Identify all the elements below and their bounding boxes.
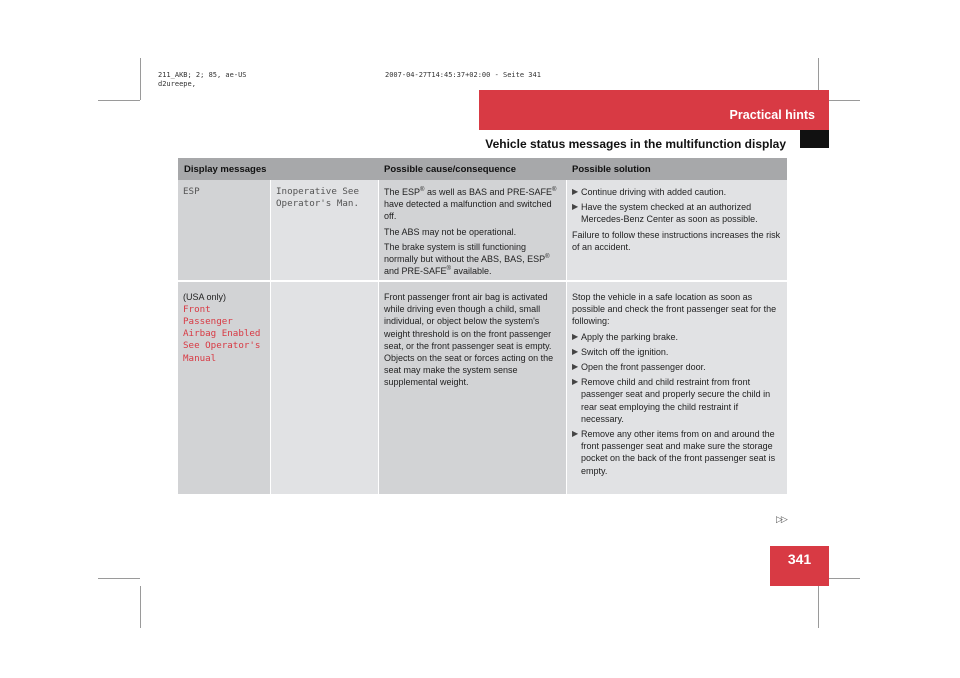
crop-mark	[98, 100, 140, 101]
arrow-bullet-icon: ▶	[572, 331, 579, 341]
table-cell	[379, 282, 566, 494]
crop-mark	[140, 586, 141, 628]
display-message-line: Operator's Man.	[276, 198, 359, 210]
arrow-bullet-icon: ▶	[572, 187, 579, 196]
header-possible-solution: Possible solution	[572, 164, 651, 175]
solution-step: ▶ Switch off the ignition.	[572, 346, 669, 357]
table-cell	[271, 180, 378, 280]
table-cell	[567, 282, 787, 494]
header-display-messages: Display messages	[184, 164, 267, 175]
solution-step: ▶ Open the front passenger door.	[572, 362, 706, 373]
table-header	[178, 158, 787, 180]
arrow-bullet-icon: ▶	[572, 377, 579, 387]
page-number-box	[770, 546, 829, 586]
section-bar	[479, 90, 829, 130]
crop-mark	[140, 58, 141, 100]
print-meta-line2: d2ureepe,	[158, 80, 196, 88]
table-cell	[567, 180, 787, 280]
cause-paragraph: The ABS may not be operational.	[384, 226, 517, 237]
display-message-line: See Operator's	[183, 340, 261, 352]
section-title: Practical hints	[729, 108, 815, 122]
cause-paragraph: The brake system is still functioning normally but without the ABS, BAS, ESP® and PRE-SAFE® available.	[384, 241, 550, 277]
solution-note: Failure to follow these instructions increases the risk of an accident.	[572, 229, 781, 252]
display-message-line: Airbag Enabled	[183, 328, 261, 340]
page-number: 341	[787, 551, 812, 567]
arrow-bullet-icon: ▶	[572, 429, 579, 439]
solution-step: ▶ Have the system checked at an authorized Mercedes-Benz Center as soon as possible.	[572, 202, 758, 225]
region-note: (USA only)	[183, 292, 227, 302]
solution-step: ▶ Remove child and child restraint from front passenger seat and properly secure the child in rear seat employing the child restraint if necessary.	[572, 377, 771, 424]
continue-arrows-icon: ▷▷	[776, 514, 786, 524]
solution-intro: Stop the vehicle in a safe location as soon as possible and check the front passenger seat for the following:	[572, 292, 777, 327]
crop-mark	[98, 578, 140, 579]
arrow-bullet-icon: ▶	[572, 362, 579, 372]
solution-step: ▶ Apply the parking brake.	[572, 331, 679, 342]
cause-paragraph: Front passenger front air bag is activated while driving even though a child, small individual, or object below the system's weight threshold is on the front passenger seat, or the front passenger seat is empty. Objects on the seat or forces acting on the seat may make the system sense supplemental weight.	[384, 292, 554, 388]
display-message-esp: ESP	[183, 186, 200, 197]
display-message-line: Front Passenger	[183, 303, 233, 327]
table-cell	[379, 180, 566, 280]
section-tab-marker	[800, 130, 829, 148]
table-cell	[178, 180, 270, 280]
page-subtitle: Vehicle status messages in the multifunction display	[485, 137, 786, 151]
display-message-line: Inoperative See	[276, 186, 359, 197]
print-meta	[158, 71, 247, 89]
table-cell	[178, 282, 270, 494]
print-stamp: 2007-04-27T14:45:37+02:00 - Seite 341	[385, 71, 541, 79]
arrow-bullet-icon: ▶	[572, 346, 579, 356]
solution-step: ▶ Continue driving with added caution.	[572, 187, 727, 197]
display-message-line: Manual	[183, 352, 217, 364]
crop-mark	[818, 586, 819, 628]
table-cell	[271, 282, 378, 494]
status-messages-table	[178, 158, 787, 494]
solution-step: ▶ Remove any other items from on and around the front passenger seat and make sure the storage pocket on the back of the front passenger seat is empty.	[572, 429, 776, 476]
print-meta-line1: 211_AKB; 2; 85, ae-US	[158, 71, 247, 79]
cause-paragraph: The ESP® as well as BAS and PRE-SAFE® have detected a malfunction and switched off.	[384, 187, 557, 222]
header-possible-cause: Possible cause/consequence	[384, 164, 517, 175]
arrow-bullet-icon: ▶	[572, 202, 579, 212]
